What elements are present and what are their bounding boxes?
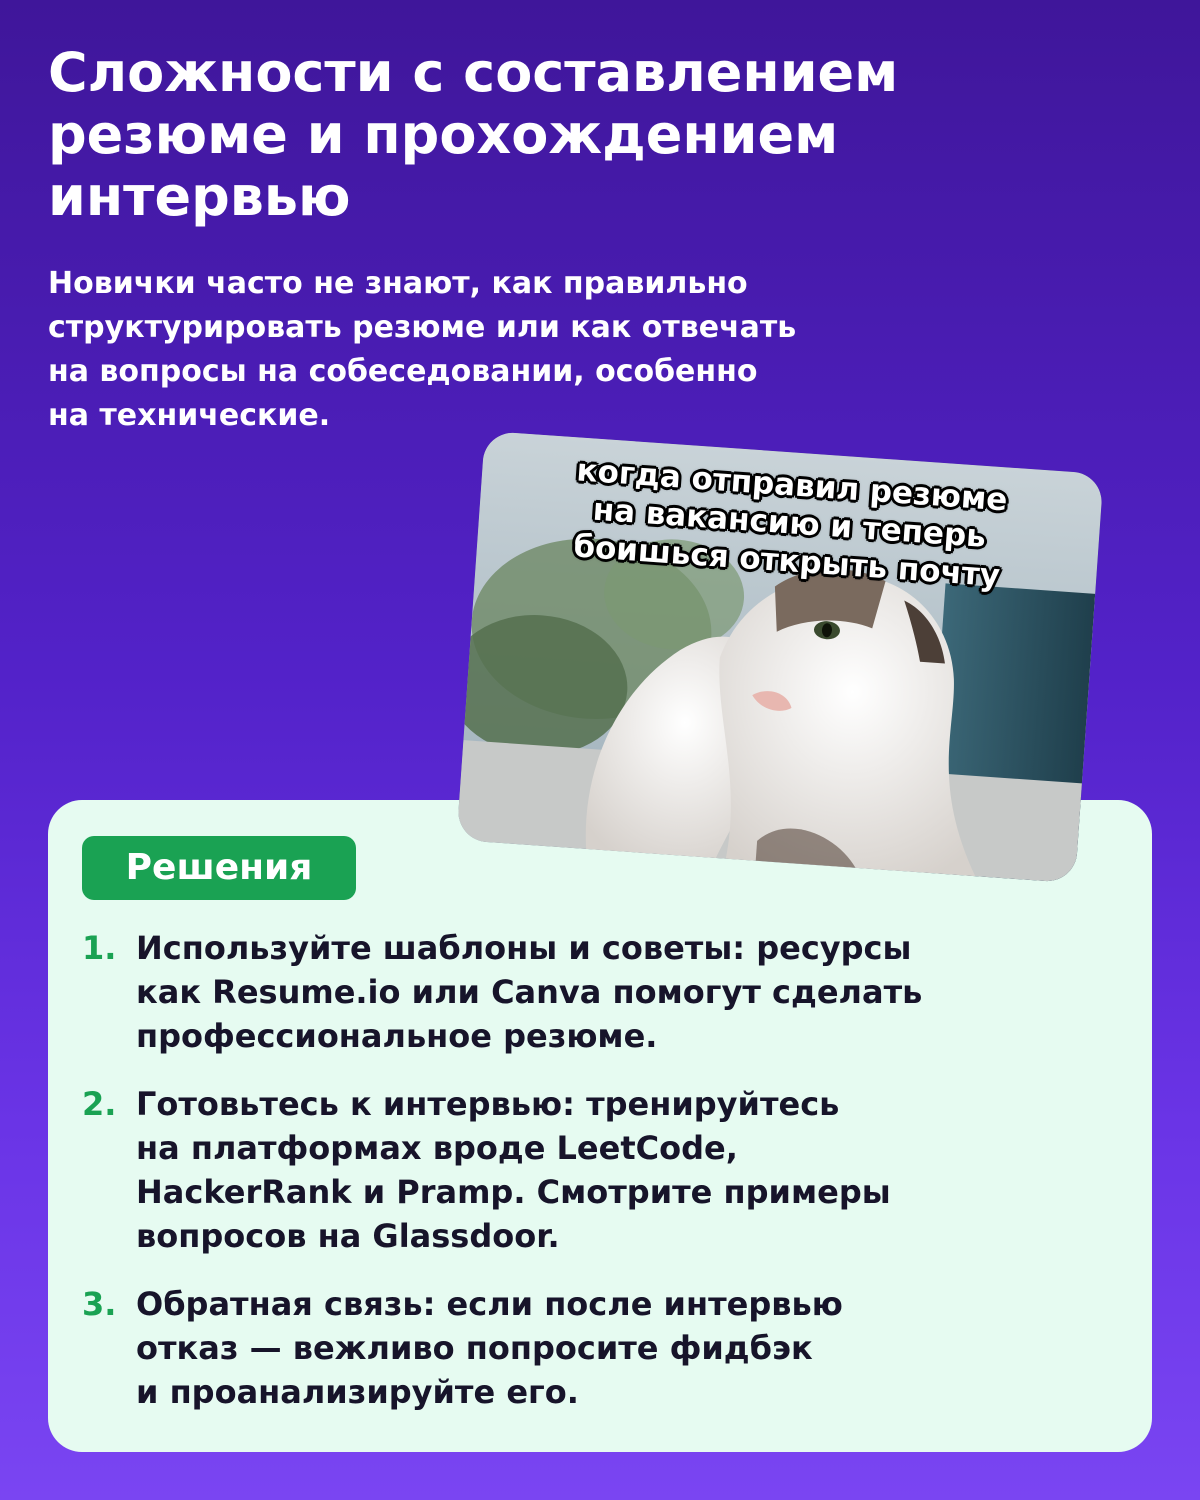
solution-item-3 xyxy=(82,1282,1142,1414)
solution-item-2 xyxy=(82,1082,1142,1258)
solution-text: Готовьтесь к интервью: тренируйтесь на платформах вроде LeetCode, HackerRank и Pramp. Смотрите примеры вопросов на Glassdoor. xyxy=(136,1085,891,1255)
meme-card xyxy=(456,431,1103,883)
solution-text: Используйте шаблоны и советы: ресурсы как Resume.io или Canva помогут сделать профессиональное резюме. xyxy=(136,929,923,1055)
meme-caption: когда отправил резюме на вакансию и теперь боишься открыть почту xyxy=(572,452,1009,595)
solution-text: Обратная связь: если после интервью отказ — вежливо попросите фидбэк и проанализируйте его. xyxy=(136,1285,843,1411)
solutions-list xyxy=(82,926,1142,1438)
solution-number: 3. xyxy=(82,1285,117,1323)
solutions-badge: Решения xyxy=(82,836,356,900)
solution-number: 2. xyxy=(82,1085,117,1123)
solutions-panel xyxy=(48,800,1152,1452)
solution-item-1 xyxy=(82,926,1142,1058)
intro-text: Новички часто не знают, как правильно структурировать резюме или как отвечать на вопросы на собеседовании, особенно на технические. xyxy=(48,266,797,433)
solution-number: 1. xyxy=(82,929,117,967)
page-title: Сложности с составлением резюме и прохождением интервью xyxy=(48,41,899,228)
